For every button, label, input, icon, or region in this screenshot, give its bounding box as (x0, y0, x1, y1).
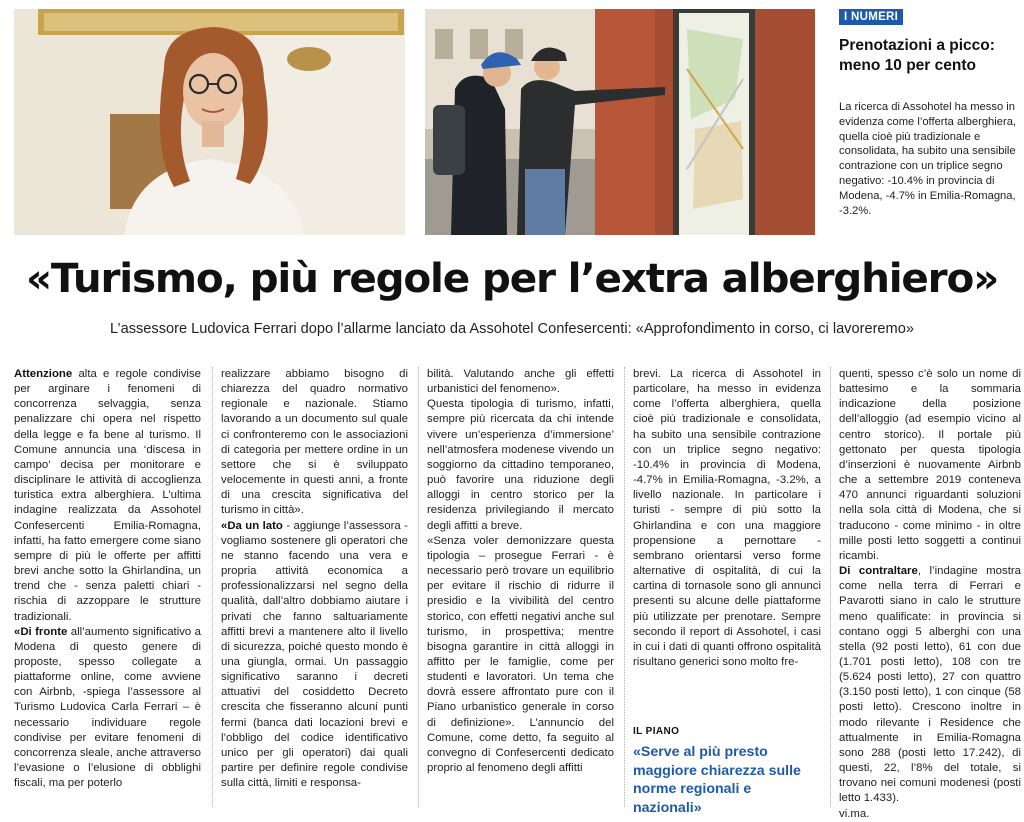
article-subheadline: L’assessore Ludovica Ferrari dopo l’allarme lanciato da Assohotel Confesercenti: «Approfondimento in corso, ci lavoreremo» (110, 321, 914, 337)
paragraph: brevi. La ricerca di Assohotel in particolare, ha messo in evidenza come l’offerta alberghiera, quella cioè più tradizionale e consolidata, ha subito una sensibile contrazione con un triplice segno negativo: -10.4% in provincia di Modena, -4.7% in Emilia-Romagna, -3.2%, a livello nazionale. In particolare i turisti - sempre di più sotto la Ghirlandina e con una maggiore propensione a pernottare - sembrano orientarsi verso forme alternative di ospitalità, di cui la cartina di tornasole sono gli annunci presenti su alcune delle piattaforme più utilizzate per prenotare. Sempre secondo il report di Assohotel, i casi in cui i dati di quanti offrono ospitalità risultano generici sono molto fre- (633, 368, 821, 668)
sidebar-headline: Prenotazioni a picco: meno 10 per cento (839, 37, 995, 74)
article-column-5 (839, 367, 1021, 822)
portrait-illustration (14, 9, 405, 235)
paragraph-text: all’aumento significativo a Modena di questo genere di proposte, spesso collegate a piattaforme online, come avviene con Airbnb, -spiega l’assessore al Turismo Ludovica Carla Ferrari – è necessario individuare regole condivise per evitare fenomeni di concorrenza sleale, anche attraverso l’evasione o l’elusione di obblighi fiscali, ma per poterlo (14, 625, 201, 790)
paragraph-text: - aggiunge l’assessora - vogliamo sostenere gli operatori che ne stanno facendo una vera e propria attività economica a professionalizzarsi nel segno della qualità, dall’altro dobbiamo aiutare i privati che fanno saltuariamente affitti brevi a mantenere alto il livello di sicurezza, poiché questo mondo è una giungla, ormai. Un passaggio significativo saranno i decreti attuativi del cosiddetto Decreto crescita che fisseranno alcuni punti fermi (banca dati locazioni brevi e l’obbligo del codice identificativo unico per gli operatori) dai quali partire per definire regole condivise sulla città, limiti e responsa- (221, 519, 408, 790)
column-divider (418, 367, 419, 807)
paragraph: quenti, spesso c’è solo un nome di battesimo e la sommaria indicazione della posizione dell’alloggio (ad esempio vicino al centro storico). Il portale più gettonato per questa tipologia d’inserzioni è nuovamente Airbnb che a settembre 2019 conteneva 470 annunci riguardanti soluzioni nella sola città di Modena, che si traducono - come minimo - in oltre mille posti letto soggetti a continui ricambi. (839, 368, 1021, 562)
paragraph: «Senza voler demonizzare questa tipologia – prosegue Ferrari - è necessario però trovare un equilibrio per evitare il rischio di ridurre il presidio e la vivibilità del centro storico, con effetti negativi anche sul turismo, in prospettiva; mentre bisogna garantire in città alloggi in affitto per le famiglie, come per studenti e lavoratori. Un tema che dovrà essere affrontato pure con il Piano urbanistico generale in corso di definizione». L’annuncio del Comune, come detto, fa seguito al convegno di Confesercenti dedicato proprio al fenomeno degli affitti (427, 534, 614, 775)
paragraph-text: , l’indagine mostra come nella terra di Ferrari e Pavarotti siano in calo le strutture meno qualificate: in provincia si contano oggi 5 alberghi con una stella (92 posti letto), 61 con due (1.701 posti letto), 108 con tre (5.624 posti letto), 27 con quattro (3.150 posti letto), 1 con cinque (58 posti letto). Crescono inoltre in modo rilevante i Residence che attualmente in Emilia-Romagna sono 288 (posti letto 17.242), di questi, 22, l’8% del totale, si trovano nei comuni modenesi (posti letto 1.433). (839, 565, 1021, 805)
author-signature: vi.ma. (839, 807, 870, 820)
photo-tourists-map (425, 9, 815, 235)
lead-word: Attenzione (14, 368, 73, 380)
paragraph (839, 564, 1021, 807)
paragraph (14, 367, 201, 625)
section-badge: I NUMERI (839, 9, 903, 25)
paragraph: realizzare abbiamo bisogno di chiarezza del quadro normativo regionale e nazionale. Stiamo lavorando a un documento sul quale ci confronteremo con le associazioni di categoria per mettere ordine in un settore che si è sviluppato velocemente in questi anni, a fronte di una crescita significativa del turismo in città». (221, 368, 408, 517)
pull-quote-text: «Serve al più presto maggiore chiarezza sulle norme regionali e nazionali» (633, 744, 801, 816)
photo-assessore (14, 9, 405, 235)
paragraph-text: alta e regole condivise per arginare i fenomeni di concorrenza selvaggia, senza penalizzare chi opera nel rispetto della legge e fa bene al turismo. Il Comune annuncia una ‘discesa in campo’ decisa per monitorare e disciplinare le attività di accoglienza turistica extra alberghiera. L’ultima indagine realizzata da Assohotel Confesercenti Emilia-Romagna, infatti, ha fatto emergere come siano sempre di più le offerte per affitti brevi anche sotto la Ghirlandina, un trend che - senza paletti chiari - rischia di azzoppare le strutture tradizionali. (14, 368, 201, 623)
pull-quote-label: IL PIANO (633, 726, 680, 737)
lead-word: «Da un lato (221, 519, 283, 532)
pull-quote-box (633, 726, 823, 817)
column-divider (624, 367, 625, 807)
lead-word: Di contraltare (839, 565, 918, 578)
paragraph: bilità. Valutando anche gli effetti urbanistici del fenomeno». (427, 368, 614, 396)
sidebar-body: La ricerca di Assohotel ha messo in evidenza come l’offerta alberghiera, quella cioè più tradizionale e consolidata, ha subito una sensibile contrazione con un triplice segno negativo: -10.4% in provincia di Modena, -4.7% in Emilia-Romagna, -3.2%. (839, 101, 1017, 217)
article-column-2 (221, 367, 408, 791)
article-column-1 (14, 367, 201, 791)
column-divider (830, 367, 831, 807)
paragraph (221, 519, 408, 792)
paragraph (14, 625, 201, 792)
article-column-3 (427, 367, 614, 776)
paragraph: Questa tipologia di turismo, infatti, sempre più ricercata da chi intende vivere un’esperienza d’immersione’ nell’atmosfera modenese vivendo un soggiorno da cittadino temporaneo, può favorire una riduzione degli alloggi in centro storico per la residenza privilegiando il mercato degli affitti a breve. (427, 398, 614, 532)
lead-word: «Di fronte (14, 625, 68, 638)
tourists-illustration (425, 9, 815, 235)
article-column-4 (633, 367, 821, 670)
column-divider (212, 367, 213, 807)
article-headline: «Turismo, più regole per l’extra alberghiero» (25, 254, 999, 302)
